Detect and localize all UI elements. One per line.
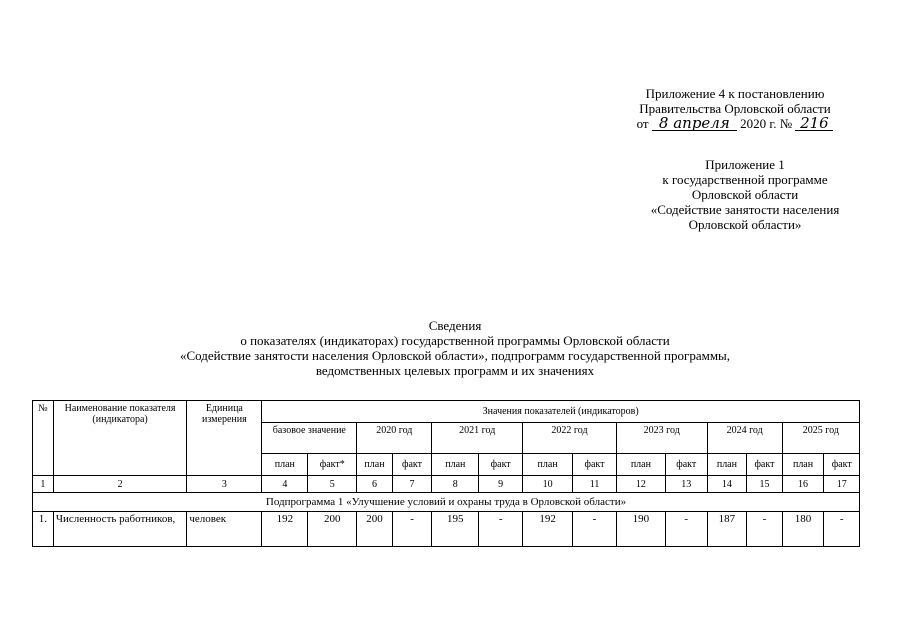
appendix-4-line2: Правительства Орловской области — [639, 101, 831, 116]
title-line2: о показателях (индикаторах) государственной программы Орловской области — [240, 333, 670, 348]
header-plan: план — [432, 454, 479, 476]
header-plan: план — [616, 454, 665, 476]
header-year-2023: 2023 год — [616, 423, 707, 454]
value-cell: - — [479, 512, 523, 547]
column-number: 15 — [747, 476, 782, 493]
header-fact: факт — [479, 454, 523, 476]
value-cell: - — [824, 512, 860, 547]
column-number: 10 — [523, 476, 573, 493]
title-line4: ведомственных целевых программ и их значениях — [315, 363, 595, 378]
column-numbers-row — [33, 476, 860, 493]
document-title — [40, 318, 870, 378]
column-number: 12 — [616, 476, 665, 493]
header-plan: план — [523, 454, 573, 476]
value-cell: - — [573, 512, 617, 547]
column-number: 7 — [392, 476, 432, 493]
appendix-1-line5: Орловской области» — [688, 217, 802, 232]
header-row-main — [33, 401, 860, 423]
column-number: 4 — [262, 476, 308, 493]
indicators-table — [32, 400, 860, 547]
value-cell: 190 — [616, 512, 665, 547]
value-cell: 192 — [523, 512, 573, 547]
column-number: 11 — [573, 476, 617, 493]
appendix-1-line1: Приложение 1 — [705, 157, 785, 172]
header-year-2020: 2020 год — [357, 423, 432, 454]
column-number: 13 — [665, 476, 707, 493]
appendix-1-line4: «Содействие занятости населения — [650, 202, 840, 217]
header-fact: факт — [392, 454, 432, 476]
header-name: Наименование показателя (индикатора) — [53, 401, 186, 476]
column-number: 8 — [432, 476, 479, 493]
header-plan: план — [782, 454, 824, 476]
header-plan: план — [357, 454, 392, 476]
header-fact: факт — [573, 454, 617, 476]
value-cell: - — [665, 512, 707, 547]
handwritten-date: 8 апреля — [652, 116, 737, 131]
header-fact-star: факт* — [308, 454, 357, 476]
column-number: 2 — [53, 476, 186, 493]
table-row — [33, 512, 860, 547]
row-number: 1. — [33, 512, 54, 547]
title-line1: Сведения — [428, 318, 482, 333]
title-line3: «Содействие занятости населения Орловской области», подпрограмм государственной программы, — [179, 348, 731, 363]
column-number: 1 — [33, 476, 54, 493]
header-year-2025: 2025 год — [782, 423, 859, 454]
header-year-base: базовое значение — [262, 423, 357, 454]
appendix-4-line1: Приложение 4 к постановлению — [645, 86, 825, 101]
column-number: 9 — [479, 476, 523, 493]
header-plan: план — [262, 454, 308, 476]
header-values: Значения показателей (индикаторов) — [262, 401, 860, 423]
value-cell: - — [747, 512, 782, 547]
appendix-1-block — [600, 157, 890, 232]
header-year-2021: 2021 год — [432, 423, 523, 454]
header-fact: факт — [747, 454, 782, 476]
header-unit: Единица измерения — [187, 401, 262, 476]
value-cell: 195 — [432, 512, 479, 547]
value-cell: 192 — [262, 512, 308, 547]
column-number: 14 — [707, 476, 747, 493]
indicator-unit: человек — [187, 512, 262, 547]
year-number-label: 2020 г. № — [740, 116, 793, 131]
value-cell: - — [392, 512, 432, 547]
header-no: № — [33, 401, 54, 476]
indicator-name: Численность работников, — [53, 512, 186, 547]
header-year-2022: 2022 год — [523, 423, 617, 454]
appendix-4-line3 — [600, 116, 870, 131]
header-fact: факт — [824, 454, 860, 476]
column-number: 5 — [308, 476, 357, 493]
subprogram-row — [33, 493, 860, 512]
subprogram-title: Подпрограмма 1 «Улучшение условий и охраны труда в Орловской области» — [33, 493, 860, 512]
value-cell: 180 — [782, 512, 824, 547]
appendix-1-line3: Орловской области — [691, 187, 799, 202]
date-prefix: от — [636, 116, 649, 131]
column-number: 3 — [187, 476, 262, 493]
appendix-1-line2: к государственной программе — [662, 172, 828, 187]
header-plan: план — [707, 454, 747, 476]
value-cell: 200 — [357, 512, 392, 547]
header-fact: факт — [665, 454, 707, 476]
column-number: 17 — [824, 476, 860, 493]
column-number: 16 — [782, 476, 824, 493]
column-number: 6 — [357, 476, 392, 493]
header-year-2024: 2024 год — [707, 423, 782, 454]
value-cell: 200 — [308, 512, 357, 547]
appendix-4-block — [600, 86, 870, 131]
handwritten-number: 216 — [795, 116, 833, 131]
value-cell: 187 — [707, 512, 747, 547]
